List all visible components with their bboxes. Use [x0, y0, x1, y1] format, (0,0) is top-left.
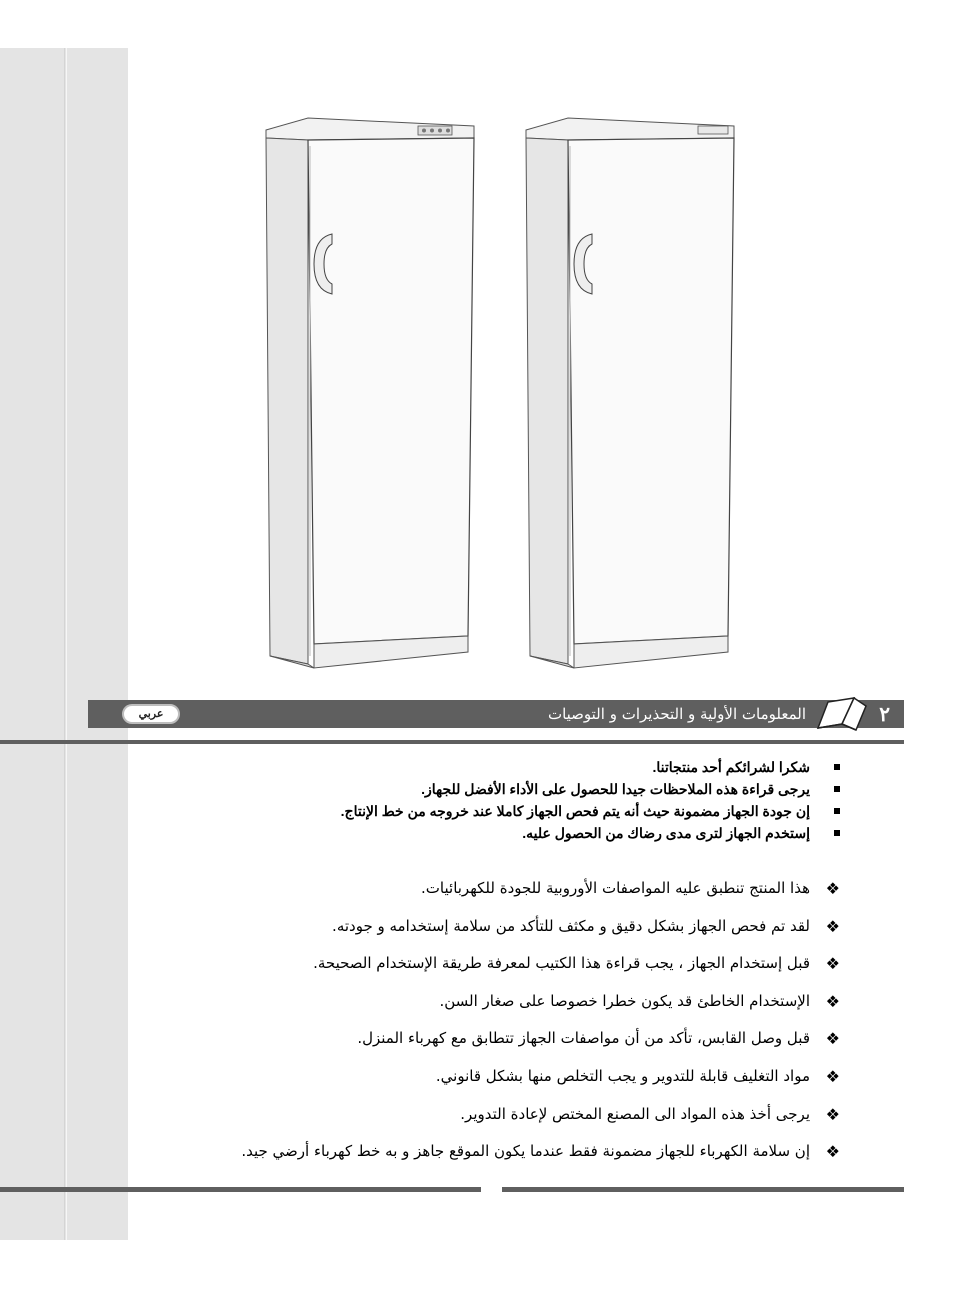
header-rule	[0, 740, 904, 744]
list-item: ❖ يرجى أخذ هذه المواد الى المصنع المختص لإعادة التدوير.	[80, 1096, 840, 1134]
diamond-bullet-icon: ❖	[825, 1029, 840, 1049]
diamond-bullet-icon: ❖	[825, 1142, 840, 1162]
fridge-illustration-right	[522, 116, 742, 676]
intro-list	[140, 756, 840, 844]
footer-rule-left	[0, 1187, 481, 1192]
list-item: يرجى قراءة هذه الملاحظات جيدا للحصول على الأداء الأفضل للجهاز.	[140, 778, 840, 800]
list-item: شكرا لشرائكم أحد منتجاتنا.	[140, 756, 840, 778]
diamond-bullet-icon: ❖	[825, 1066, 840, 1086]
language-badge: عربي	[122, 704, 180, 724]
side-divider-highlight	[66, 48, 67, 1240]
diamond-bullet-icon: ❖	[825, 916, 840, 936]
fridge-illustration-left	[262, 116, 482, 676]
list-item: ❖ إن سلامة الكهرباء للجهاز مضمونة فقط عندما يكون الموقع جاهز و به خط كهرباء أرضي جيد.	[80, 1133, 840, 1171]
square-bullet-icon	[834, 764, 840, 770]
list-item: ❖ مواد التغليف قابلة للتدوير و يجب التخلص منها بشكل قانوني.	[80, 1058, 840, 1096]
footer-rule-right	[502, 1187, 904, 1192]
square-bullet-icon	[834, 786, 840, 792]
open-book-icon	[814, 694, 870, 732]
diamond-bullet-icon: ❖	[825, 991, 840, 1011]
page-number: ٢	[879, 702, 890, 726]
side-divider	[64, 48, 65, 1240]
section-header	[88, 700, 904, 728]
diamond-bullet-icon: ❖	[825, 954, 840, 974]
list-item: إن جودة الجهاز مضمونة حيث أنه يتم فحص الجهاز كاملا عند خروجه من خط الإنتاج.	[140, 800, 840, 822]
square-bullet-icon	[834, 808, 840, 814]
notes-list	[80, 870, 840, 1171]
list-item: ❖ الإستخدام الخاطئ قد يكون خطرا خصوصا على صغار السن.	[80, 983, 840, 1021]
section-title: المعلومات الأولية و التحذيرات و التوصيات	[547, 705, 806, 723]
list-item: ❖ قبل إستخدام الجهاز ، يجب قراءة هذا الكتيب لمعرفة طريقة الإستخدام الصحيحة.	[80, 945, 840, 983]
square-bullet-icon	[834, 830, 840, 836]
list-item: ❖ هذا المنتج تنطبق عليه المواصفات الأوروبية للجودة للكهربائيات.	[80, 870, 840, 908]
list-item: ❖ قبل وصل القابس، تأكد من أن مواصفات الجهاز تتطابق مع كهرباء المنزل.	[80, 1020, 840, 1058]
diamond-bullet-icon: ❖	[825, 1104, 840, 1124]
list-item: ❖ لقد تم فحص الجهاز بشكل دقيق و مكثف للتأكد من سلامة إستخدامه و جودته.	[80, 908, 840, 946]
diamond-bullet-icon: ❖	[825, 879, 840, 898]
list-item: إستخدم الجهاز لترى مدى رضاك من الحصول عليه.	[140, 822, 840, 844]
